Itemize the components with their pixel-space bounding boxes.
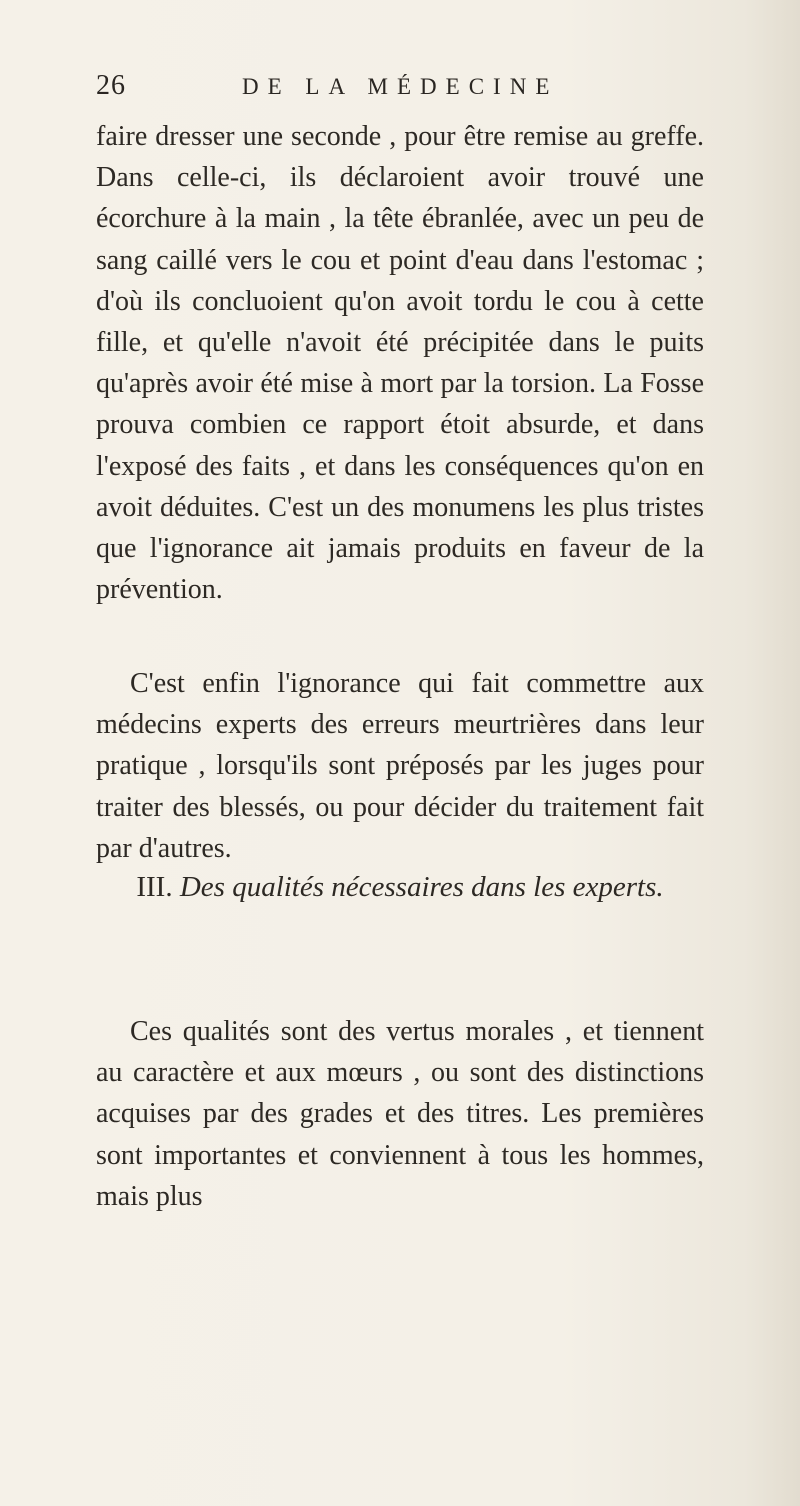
paragraph-text: faire dresser une seconde , pour être remise au greffe. Dans celle-ci, ils déclaroient avoir trouvé une écorchure à la main , la tête ébranlée, avec un peu de sang caillé vers le cou et point d'eau dans l'estomac ; d'où ils concluoient qu'on avoit tordu le cou à cette fille, et qu'elle n'avoit été précipitée dans le puits qu'après avoir été mise à mort par la torsion. La Fosse prouva combien ce rapport étoit absurde, et dans l'exposé des faits , et dans les conséquences qu'on en avoit déduites. C'est un des monumens les plus tristes que l'ignorance ait jamais produits en faveur de la prévention.: [96, 121, 704, 606]
paragraph-text: C'est enfin l'ignorance qui fait commettre aux médecins experts des erreurs meurtrières dans leur pratique , lorsqu'ils sont préposés par les juges pour traiter des blessés, ou pour décider du traitement fait par d'autres.: [96, 668, 704, 864]
paragraph-text: Ces qualités sont des vertus morales , et tiennent au caractère et aux mœurs , ou sont des distinctions acquises par des grades et des titres. Les premières sont importantes et conviennent à tous les hommes, mais plus: [96, 1016, 704, 1212]
paragraph-1: [96, 116, 704, 610]
paragraph-2: [96, 663, 704, 869]
page-header: [96, 70, 696, 110]
running-head: DE LA MÉDECINE: [242, 74, 559, 99]
section-heading: [96, 867, 704, 908]
section-number: III.: [136, 871, 173, 903]
section-title: Des qualités nécessaires dans les experts.: [179, 871, 664, 903]
paragraph-3: [96, 1011, 704, 1217]
page-number: 26: [96, 70, 126, 101]
